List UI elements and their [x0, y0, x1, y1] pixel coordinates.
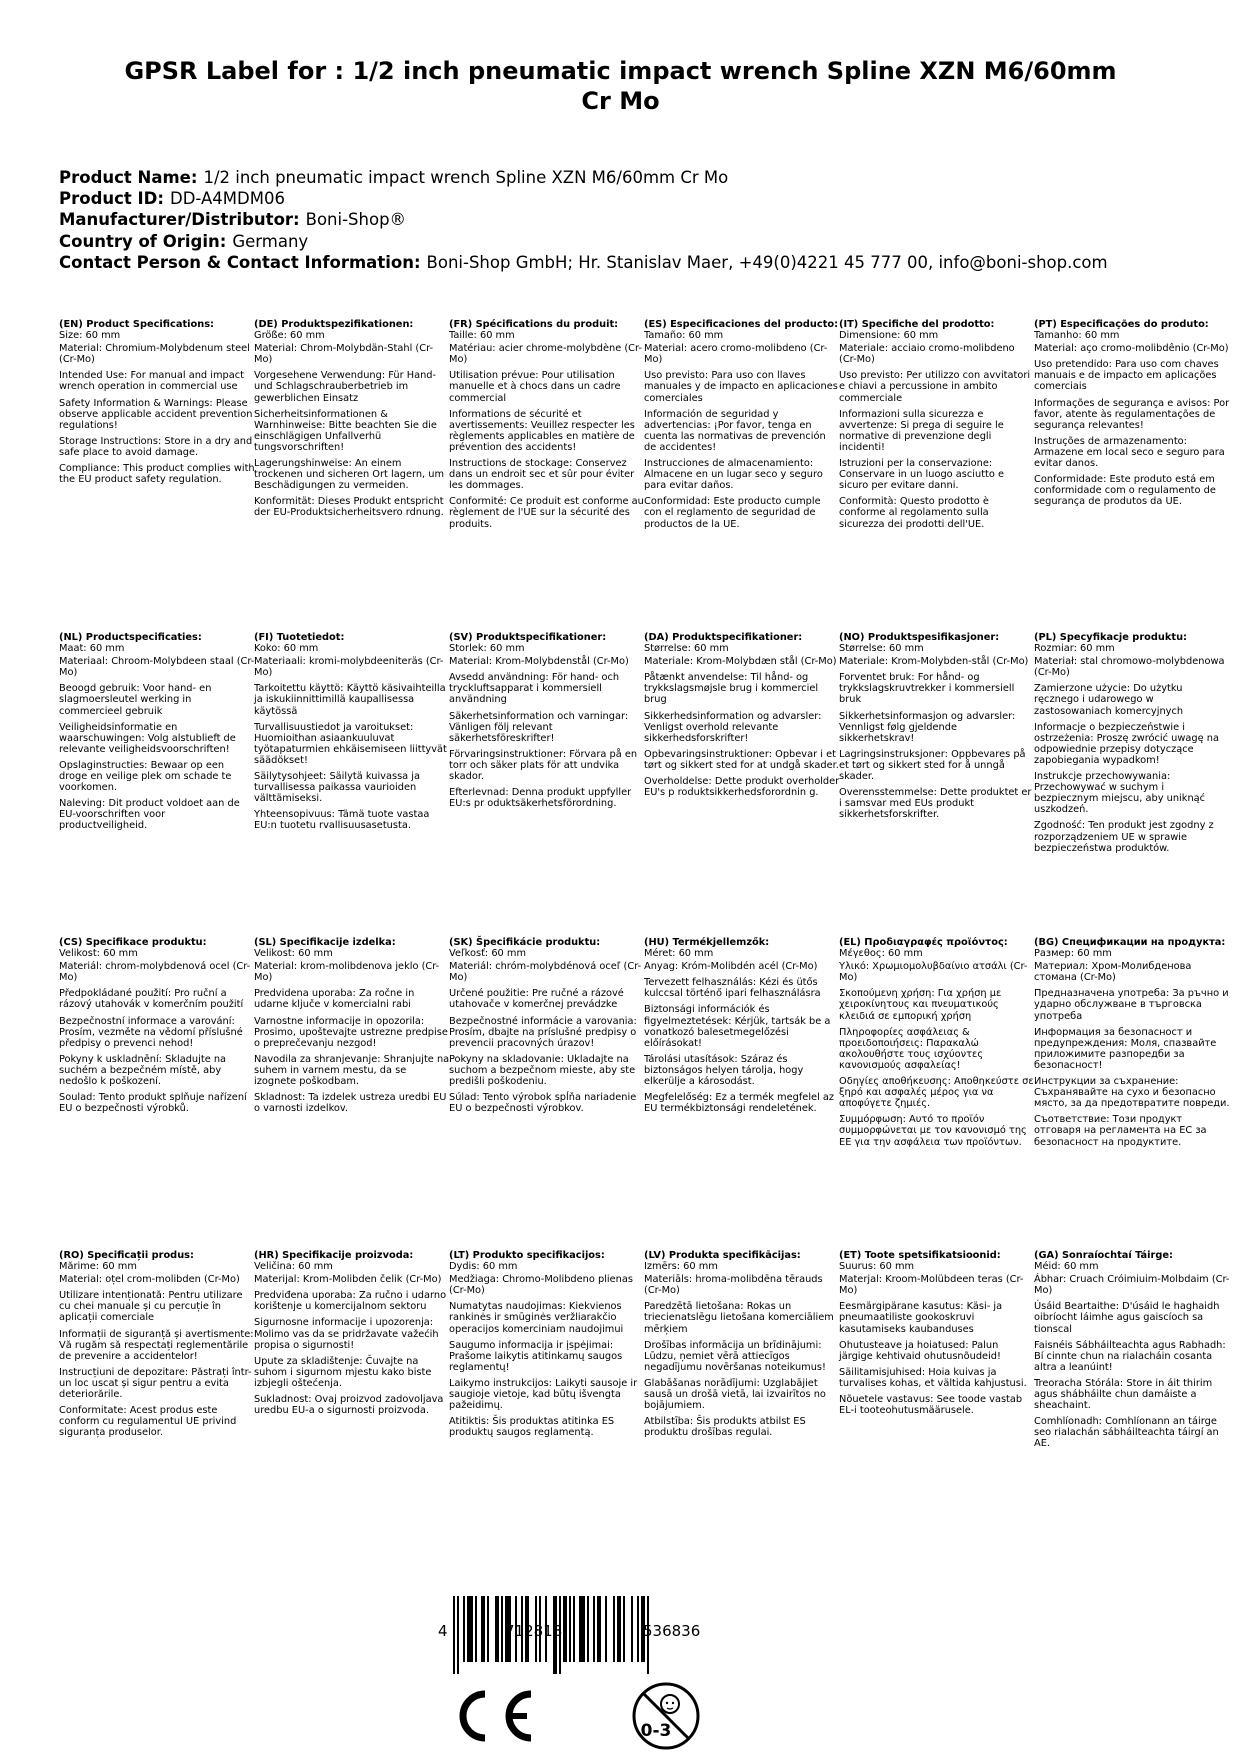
country-row — [59, 231, 1199, 252]
barcode-bar — [463, 1596, 465, 1662]
spec-heading: (HU) Termékjellemzők: — [644, 937, 770, 948]
spec-line: Información de seguridad y advertencias: ¡Por favor, tenga en cuenta las normativas de prevención de accidentes! — [644, 408, 826, 453]
spec-block — [644, 937, 840, 1119]
barcode-bar — [613, 1596, 615, 1662]
spec-line: Zgodność: Ten produkt jest zgodny z rozporządzeniem UE w sprawie bezpieczeństwa produktów. — [1034, 820, 1214, 854]
spec-line: Velikost: 60 mm — [59, 948, 138, 960]
barcode-bar — [597, 1596, 601, 1662]
spec-line: Veiligheidsinformatie en waarschuwingen: Volg alstublieft de relevante veiligheidsvoorschriften! — [59, 721, 236, 755]
spec-line: Πληροφορίες ασφάλειας & προειδοποιήσεις: Παρακαλώ ακολουθήστε τους ισχύοντες κανονισμούς ασφαλείας! — [839, 1026, 984, 1071]
spec-line: Materiāls: hroma-molibdēna tērauds (Cr-Mo) — [644, 1274, 823, 1297]
spec-line: Instrucțiuni de depozitare: Păstrați într-un loc uscat și sigur pentru a evita deteriorările. — [59, 1366, 252, 1401]
spec-line: Intended Use: For manual and impact wrench operation in commercial use — [59, 370, 244, 393]
spec-line: Koko: 60 mm — [254, 643, 319, 655]
spec-line: Sikkerhedsinformation og advarsler: Venligst overhold relevante sikkerhedsforskrifter! — [644, 710, 822, 744]
spec-line: Opslaginstructies: Bewaar op een droge en veilige plek om schade te voorkomen. — [59, 759, 232, 794]
spec-line: Conformitate: Acest produs este conform cu regulamentul UE privind siguranța produselor. — [59, 1405, 237, 1439]
spec-line: Atbilstība: Šis produkts atbilst ES produktu drošības regulai. — [644, 1416, 806, 1439]
barcode-bar — [475, 1596, 477, 1662]
info-label: Manufacturer/Distributor: — [59, 210, 300, 230]
spec-heading: (DA) Produktspecifikationer: — [644, 632, 803, 643]
manufacturer-row — [59, 209, 1199, 230]
spec-block — [1034, 937, 1230, 1153]
barcode-bar — [637, 1596, 639, 1662]
spec-heading: (ET) Toote spetsifikatsioonid: — [839, 1250, 1001, 1261]
barcode-digits-right: 536836 — [643, 1622, 701, 1640]
spec-line: Varnostne informacije in opozorila: Prosimo, upoštevajte ustrezne predpise o preprečevanju nezgod! — [254, 1015, 448, 1049]
info-label: Country of Origin: — [59, 231, 227, 251]
barcode-bar — [593, 1596, 595, 1662]
spec-heading: (BG) Спецификации на продукта: — [1034, 937, 1226, 948]
spec-block — [1034, 632, 1230, 859]
spec-line: Инструкции за съхранение: Съхранявайте на сухо и безопасно място, за да предотвратите повреди. — [1034, 1076, 1230, 1110]
spec-line: Treoracha Stórála: Store in áit thirim agus shábháilte chun damáiste a sheachaint. — [1034, 1377, 1213, 1412]
spec-line: Informations de sécurité et avertissements: Veuillez respecter les règlements applicables en matière de prévention des accidents! — [449, 408, 635, 453]
spec-line: Matériau: acier chrome-molybdène (Cr-Mo) — [449, 343, 642, 366]
spec-block — [644, 1250, 840, 1443]
spec-line: Drošības informācija un brīdinājumi: Lūdzu, ņemiet vērā attiecīgos negadījumu novēršanas noteikumus! — [644, 1339, 826, 1373]
spec-line: Tarkoitettu käyttö: Käyttö käsivaihteilla ja iskukiinnittimillä kaupallisessa käytössä — [254, 683, 446, 717]
spec-line: Laikymo instrukcijos: Laikyti sausoje ir saugioje vietoje, kad būtų išvengta pažeidimų. — [449, 1377, 638, 1412]
barcode-bar — [563, 1596, 567, 1662]
spec-block — [1034, 1250, 1230, 1455]
spec-line: Materjal: Kroom-Molübdeen teras (Cr-Mo) — [839, 1274, 1024, 1297]
spec-line: Suurus: 60 mm — [839, 1261, 915, 1273]
spec-block — [1034, 319, 1230, 512]
spec-line: Informații de siguranță și avertismente: Vă rugăm să respectați reglementările de prevenire a accidentelor! — [59, 1328, 254, 1362]
spec-line: Medžiaga: Chromo-Molibdeno plienas (Cr-Mo) — [449, 1274, 633, 1297]
info-label: Product Name: — [59, 168, 198, 187]
spec-line: Instruções de armazenamento: Armazene em local seco e seguro para evitar danos. — [1034, 435, 1225, 470]
spec-line: Съответствие: Този продукт отговаря на регламента на ЕС за безопасност на продуктите. — [1034, 1114, 1207, 1148]
spec-heading: (EN) Product Specifications: — [59, 319, 214, 330]
spec-heading: (NL) Productspecificaties: — [59, 632, 202, 643]
spec-block — [839, 632, 1035, 825]
spec-line: Instrukcje przechowywania: Przechowywać w suchym i bezpiecznym miejscu, aby uniknąć uszkodzeń. — [1034, 771, 1206, 816]
spec-line: Biztonsági információk és figyelmeztetések: Kérjük, tartsák be a vonatkozó balesetmegelőzési előírásokat! — [644, 1004, 831, 1049]
spec-line: Οδηγίες αποθήκευσης: Αποθηκεύστε σε ξηρό και ασφαλές μέρος για να αποφύγετε ζημιές. — [839, 1076, 1034, 1110]
spec-line: Comhlíonadh: Comhlíonann an táirge seo rialachán sábháilteachta táirgí an AE. — [1034, 1416, 1219, 1450]
spec-line: Uso previsto: Para uso con llaves manuales y de impacto en aplicaciones comerciales — [644, 370, 838, 404]
spec-line: Συμμόρφωση: Αυτό το προϊόν συμμορφώνεται με τον κανονισμό της ΕΕ για την ασφάλεια των προϊόντων. — [839, 1114, 1027, 1148]
spec-line: Anyag: Króm-Molibdén acél (Cr-Mo) — [644, 961, 818, 973]
barcode-bar — [569, 1596, 571, 1662]
spec-line: Turvallisuustiedot ja varoitukset: Huomioithan asiaankuuluvat työtapaturmien ehkäisemiseen liittyvät säädökset! — [254, 721, 447, 766]
spec-heading: (HR) Specifikacije proizvoda: — [254, 1250, 414, 1261]
spec-line: Størrelse: 60 mm — [839, 643, 924, 655]
spec-line: Pokyny k uskladnění: Skladujte na suchém a bezpečném místě, aby nedošlo k poškození. — [59, 1053, 227, 1088]
spec-line: Nõuetele vastavus: See toode vastab EL-i tooteohutusmäärusele. — [839, 1394, 1023, 1417]
spec-heading: (FI) Tuotetiedot: — [254, 632, 345, 643]
spec-line: Úsáid Beartaithe: D'úsáid le haghaidh oibríocht láimhe agus gaiscíoch sa tionscal — [1034, 1301, 1220, 1335]
spec-line: Upute za skladištenje: Čuvajte na suhom i sigurnom mjestu kako biste izbjegli oštećenja. — [254, 1355, 432, 1389]
spec-line: Utilizare intenționată: Pentru utilizare cu chei manuale și cu percuție în aplicații comerciale — [59, 1290, 243, 1324]
spec-line: Förvaringsinstruktioner: Förvara på en torr och säker plats för att undvika skador. — [449, 748, 638, 783]
spec-line: Predviđena uporaba: Za ručno i udarno korištenje u komercijalnom sektoru — [254, 1290, 447, 1313]
spec-line: Material: aço cromo-molibdênio (Cr-Mo) — [1034, 343, 1229, 355]
barcode-bar — [467, 1596, 473, 1662]
barcode-bar — [623, 1596, 625, 1662]
spec-line: Rozmiar: 60 mm — [1034, 643, 1115, 655]
spec-line: Instructions de stockage: Conservez dans un endroit sec et sûr pour éviter les dommages. — [449, 458, 635, 492]
spec-line: Størrelse: 60 mm — [644, 643, 729, 655]
spec-line: Материал: Хром-Молибденова стомана (Cr-Mo) — [1034, 961, 1192, 984]
spec-block — [59, 1250, 255, 1443]
barcode-bar — [573, 1596, 575, 1662]
spec-line: Materiál: chrom-molybdenová ocel (Cr-Mo) — [59, 961, 251, 984]
spec-block — [449, 319, 645, 535]
barcode-bar — [501, 1596, 503, 1662]
spec-line: Предназначена употреба: За ръчно и ударно обслужване в търговска употреба — [1034, 988, 1229, 1022]
spec-block — [59, 632, 255, 837]
spec-line: Navodila za shranjevanje: Shranjujte na suhem in varnem mestu, da se izognete poškodbam. — [254, 1053, 450, 1088]
info-label: Product ID: — [59, 189, 164, 209]
page-title: GPSR Label for : 1/2 inch pneumatic impact wrench Spline XZN M6/60mm Cr Mo — [124, 57, 1117, 115]
spec-line: Storage Instructions: Store in a dry and safe place to avoid damage. — [59, 435, 253, 458]
spec-line: Beoogd gebruik: Voor hand- en slagmoersleutel werking in commercieel gebruik — [59, 683, 212, 717]
spec-line: Predvidena uporaba: Za ročne in udarne ključe v komercialni rabi — [254, 988, 415, 1011]
spec-block — [59, 319, 255, 490]
spec-line: Sukladnost: Ovaj proizvod zadovoljava uredbu EU-a o sigurnosti proizvoda. — [254, 1394, 444, 1417]
spec-line: Compliance: This product complies with the EU product safety regulation. — [59, 463, 255, 486]
spec-line: Bezpečnostné informácie a varovania: Prosím, dbajte na príslušné predpisy o prevencii pracovných úrazov! — [449, 1015, 637, 1049]
spec-line: Pokyny na skladovanie: Ukladajte na suchom a bezpečnom mieste, aby ste predišli poškodeniu. — [449, 1053, 636, 1088]
spec-heading: (LV) Produkta specifikācijas: — [644, 1250, 801, 1261]
spec-line: Material: Krom-Molybdenstål (Cr-Mo) — [449, 656, 629, 668]
info-label: Contact Person & Contact Information: — [59, 252, 421, 272]
spec-line: Påtænkt anvendelse: Til hånd- og trykkslagsmøjsle brug i kommerciel brug — [644, 672, 819, 706]
barcode-bar — [579, 1596, 585, 1662]
info-value: 1/2 inch pneumatic impact wrench Spline XZN M6/60mm Cr Mo — [203, 168, 729, 187]
spec-line: Megfelelőség: Ez a termék megfelel az EU termékbiztonsági rendeletének. — [644, 1092, 835, 1115]
spec-block — [449, 1250, 645, 1443]
barcode-bar — [587, 1596, 589, 1662]
barcode-bar — [453, 1596, 455, 1674]
spec-line: Bezpečnostní informace a varování: Prosím, vezměte na vědomí příslušné předpisy o prevenci nehod! — [59, 1015, 243, 1049]
spec-line: Eesmärgipärane kasutus: Käsi- ja pneumaatiliste gookoskruvi kasutamiseks kaubanduses — [839, 1301, 1003, 1335]
spec-line: Material: Chromium-Molybdenum steel (Cr-Mo) — [59, 343, 250, 366]
spec-line: Overensstemmelse: Dette produktet er i samsvar med EUs produkt sikkerhetsforskrifter. — [839, 787, 1032, 821]
spec-line: Yhteensopivuus: Tämä tuote vastaa EU:n tuotetu rvallisuusasetusta. — [254, 809, 430, 832]
spec-line: Dydis: 60 mm — [449, 1261, 518, 1273]
contact-row — [59, 252, 1199, 273]
barcode-bar — [605, 1596, 607, 1662]
product-info — [59, 167, 1199, 273]
spec-line: Zamierzone użycie: Do użytku ręcznego i udarowego w zastosowaniach komercyjnych — [1034, 683, 1184, 717]
spec-heading: (FR) Spécifications du produit: — [449, 319, 619, 330]
spec-line: Materiál: chróm-molybdénová oceľ (Cr-Mo) — [449, 961, 642, 984]
spec-line: Υλικό: Χρωμιομολυβδαίνιο ατσάλι (Cr-Mo) — [839, 961, 1028, 984]
spec-line: Material: krom-molibdenova jeklo (Cr-Mo) — [254, 961, 440, 984]
spec-line: Paredzētā lietošana: Rokas un triecienatslēgu lietošana komerciāliem mērķiem — [644, 1301, 834, 1335]
spec-line: Größe: 60 mm — [254, 330, 325, 342]
product-id-row — [59, 188, 1199, 209]
spec-line: Numatytas naudojimas: Kiekvienos rankinės ir smūginės veržliarakčio operacijos komerciniam naudojimui — [449, 1301, 624, 1335]
spec-line: Saugumo informacija ir įspėjimai: Prašome laikytis atitinkamų saugos reglamentų! — [449, 1339, 623, 1373]
barcode-bar — [457, 1596, 459, 1674]
spec-line: Sigurnosne informacije i upozorenja: Molimo vas da se pridržavate važećih propisa o sigurnosti! — [254, 1317, 439, 1351]
barcode-digit-first: 4 — [438, 1622, 448, 1640]
spec-line: Předpokládané použití: Pro ruční a rázový utahovák v komerčním použití — [59, 988, 244, 1011]
spec-line: Tamanho: 60 mm — [1034, 330, 1120, 342]
spec-line: Μέγεθος: 60 mm — [839, 948, 923, 960]
spec-heading: (GA) Sonraíochtaí Táirge: — [1034, 1250, 1173, 1261]
spec-block — [449, 937, 645, 1119]
spec-block — [839, 319, 1035, 535]
spec-line: Informazioni sulla sicurezza e avvertenze: Si prega di seguire le normative di prevenzione degli incidenti! — [839, 408, 1004, 453]
spec-line: Konformität: Dieses Produkt entspricht der EU-Produktsicherheitsvero rdnung. — [254, 496, 444, 519]
spec-line: Atitiktis: Šis produktas atitinka ES produktų saugos reglamentą. — [449, 1416, 615, 1439]
spec-line: Efterlevnad: Denna produkt uppfyller EU:s pr oduktsäkerhetsförordning. — [449, 787, 632, 810]
spec-line: Tárolási utasítások: Száraz és biztonságos helyen tárolja, hogy elkerülje a károsodást. — [644, 1053, 804, 1088]
spec-heading: (NO) Produktspesifikasjoner: — [839, 632, 1000, 643]
spec-line: Uso pretendido: Para uso com chaves manuais e de impacto em aplicações comerciais — [1034, 359, 1219, 393]
spec-line: Safety Information & Warnings: Please observe applicable accident prevention regulations! — [59, 397, 253, 431]
spec-heading: (ES) Especificaciones del producto: — [644, 319, 839, 330]
spec-line: Conformidad: Este producto cumple con el reglamento de seguridad de productos de la UE. — [644, 496, 821, 530]
spec-heading: (EL) Προδιαγραφές προϊόντος: — [839, 937, 1008, 948]
spec-line: Size: 60 mm — [59, 330, 121, 342]
spec-line: Veľkosť: 60 mm — [449, 948, 526, 960]
spec-line: Ábhar: Cruach Cróimiuim-Molbdaim (Cr-Mo) — [1034, 1274, 1230, 1297]
spec-line: Sikkerhetsinformasjon og advarsler: Vennligst følg gjeldende sikkerhetskrav! — [839, 710, 1016, 744]
spec-heading: (DE) Produktspezifikationen: — [254, 319, 414, 330]
info-value: DD-A4MDM06 — [169, 189, 285, 209]
spec-line: Ohutusteave ja hoiatused: Palun järgige kehtivaid ohutusnõudeid! — [839, 1339, 1001, 1362]
spec-line: Informações de segurança e avisos: Por favor, atente às regulamentações de segurança relevantes! — [1034, 397, 1230, 431]
spec-line: Conformità: Questo prodotto è conforme al regolamento sulla sicurezza dei prodotti dell'UE. — [839, 496, 989, 530]
spec-line: Istruzioni per la conservazione: Conservare in un luogo asciutto e sicuro per evitare danni. — [839, 458, 1005, 492]
spec-line: Material: oțel crom-molibden (Cr-Mo) — [59, 1274, 240, 1286]
spec-block — [254, 632, 450, 837]
spec-line: Materiaal: Chroom-Molybdeen staal (Cr-Mo) — [59, 656, 255, 679]
spec-line: Materiale: acciaio cromo-molibdeno (Cr-Mo) — [839, 343, 1015, 366]
spec-line: Material: Chrom-Molybdän-Stahl (Cr-Mo) — [254, 343, 434, 366]
spec-line: Skladnost: Ta izdelek ustreza uredbi EU o varnosti izdelkov. — [254, 1092, 447, 1115]
spec-line: Säilytysohjeet: Säilytä kuivassa ja turvallisessa paikassa vaurioiden välttämiseksi. — [254, 771, 421, 805]
barcode-bar — [487, 1596, 489, 1662]
spec-line: Informacje o bezpieczeństwie i ostrzeżenia: Proszę zwrócić uwagę na odpowiednie przepisy dotyczące zapobiegania wypadkom! — [1034, 721, 1219, 766]
spec-line: Súlad: Tento výrobok spĺňa nariadenie EU o bezpečnosti výrobkov. — [449, 1092, 637, 1115]
spec-block — [644, 632, 840, 803]
spec-line: Soulad: Tento produkt splňuje nařízení EU o bezpečnosti výrobků. — [59, 1092, 247, 1115]
spec-block — [839, 937, 1035, 1153]
spec-line: Taille: 60 mm — [449, 330, 515, 342]
spec-line: Utilisation prévue: Pour utilisation manuelle et à chocs dans un cadre commercial — [449, 370, 621, 404]
spec-line: Izmērs: 60 mm — [644, 1261, 718, 1273]
spec-line: Σκοπούμενη χρήση: Για χρήση με χειροκίνητους και πνευματικούς κλειδιά σε εμπορική χρήση — [839, 988, 1002, 1022]
spec-line: Materiał: stal chromowo-molybdenowa (Cr-Mo) — [1034, 656, 1225, 679]
spec-line: Lagerungshinweise: An einem trockenen und sicheren Ort lagern, um Beschädigungen zu vermeiden. — [254, 458, 445, 492]
spec-line: Materiale: Krom-Molybden-stål (Cr-Mo) — [839, 656, 1029, 668]
spec-line: Sicherheitsinformationen & Warnhinweise: Bitte beachten Sie die einschlägigen Unfallverhü tungsvorschriften! — [254, 408, 437, 453]
spec-heading: (CS) Specifikace produktu: — [59, 937, 207, 948]
spec-heading: (PL) Specyfikacje produktu: — [1034, 632, 1187, 643]
spec-line: Storlek: 60 mm — [449, 643, 525, 655]
info-value: Germany — [232, 231, 309, 251]
spec-line: Méret: 60 mm — [644, 948, 714, 960]
spec-line: Material: acero cromo-molibdeno (Cr-Mo) — [644, 343, 828, 366]
spec-block — [644, 319, 840, 535]
spec-line: Tervezett felhasználás: Kézi és ütős kulccsal történő ipari felhasználásra — [644, 977, 821, 1000]
spec-line: Conformidade: Este produto está em conformidade com o regulamento de segurança de produtos da UE. — [1034, 474, 1216, 508]
spec-line: Lagringsinstruksjoner: Oppbevares på et tørt og sikkert sted for å unngå skader. — [839, 748, 1026, 783]
product-name-row — [59, 167, 1199, 188]
spec-block — [449, 632, 645, 814]
spec-heading: (IT) Specifiche del prodotto: — [839, 319, 995, 330]
spec-line: Materiaali: kromi-molybdeeniteräs (Cr-Mo) — [254, 656, 444, 679]
spec-block — [254, 937, 450, 1119]
spec-line: Veličina: 60 mm — [254, 1261, 333, 1273]
spec-line: Materiale: Krom-Molybdæn stål (Cr-Mo) — [644, 656, 837, 668]
spec-line: Materijal: Krom-Molibden čelik (Cr-Mo) — [254, 1274, 442, 1286]
spec-line: Uso previsto: Per utilizzo con avvitatori e chiavi a percussione in ambito commerciale — [839, 370, 1031, 404]
age-range-label: 0-3 — [640, 1721, 672, 1741]
spec-heading: (SV) Produktspecifikationer: — [449, 632, 607, 643]
info-value: Boni-Shop GmbH; Hr. Stanislav Maer, +49(0)4221 45 777 00, info@boni-shop.com — [426, 252, 1108, 272]
spec-block — [254, 319, 450, 524]
spec-line: Maat: 60 mm — [59, 643, 125, 655]
spec-heading: (SL) Specifikacije izdelka: — [254, 937, 396, 948]
spec-line: Dimensione: 60 mm — [839, 330, 939, 342]
spec-line: Vorgesehene Verwendung: Für Hand- und Schlagschrauberbetrieb im gewerblichen Einsatz — [254, 370, 437, 404]
spec-line: Velikost: 60 mm — [254, 948, 333, 960]
barcode-digits-left: 712818 — [505, 1622, 563, 1640]
spec-line: Faisnéis Sábháilteachta agus Rabhadh: Bí cinnte chun na rialacháin cosanta altra a leanúint! — [1034, 1339, 1226, 1373]
spec-block — [59, 937, 255, 1119]
spec-heading: (SK) Špecifikácie produktu: — [449, 937, 601, 948]
spec-line: Информация за безопасност и предупреждения: Моля, спазвайте приложимите разпоредби за безопасност! — [1034, 1026, 1217, 1071]
info-value: Boni-Shop® — [305, 210, 407, 230]
spec-heading: (RO) Specificații produs: — [59, 1250, 194, 1261]
spec-line: Säilitamisjuhised: Hoia kuivas ja turvalises kohas, et vältida kahjustusi. — [839, 1366, 1027, 1389]
age-warning-icon — [630, 1680, 702, 1756]
spec-heading: (LT) Produkto specifikacijos: — [449, 1250, 605, 1261]
spec-line: Размер: 60 mm — [1034, 948, 1112, 960]
spec-line: Säkerhetsinformation och varningar: Vänligen följ relevant säkerhetsföreskrifter! — [449, 710, 629, 744]
spec-block — [839, 1250, 1035, 1421]
spec-line: Avsedd användning: För hand- och tryckluftsapparat i kommersiell användning — [449, 672, 620, 706]
barcode-bar — [617, 1596, 621, 1662]
spec-line: Tamaño: 60 mm — [644, 330, 724, 342]
spec-line: Naleving: Dit product voldoet aan de EU-voorschriften voor productveiligheid. — [59, 798, 240, 832]
spec-line: Forventet bruk: For hånd- og trykkslagskruvtrekker i kommersiell bruk — [839, 672, 1015, 706]
ce-mark-icon — [455, 1688, 535, 1748]
spec-line: Conformité: Ce produit est conforme au règlement de l'UE sur la sécurité des produits. — [449, 496, 644, 530]
barcode-bar — [481, 1596, 485, 1662]
spec-heading: (PT) Especificações do produto: — [1034, 319, 1209, 330]
spec-line: Méid: 60 mm — [1034, 1261, 1099, 1273]
spec-line: Instrucciones de almacenamiento: Almacene en un lugar seco y seguro para evitar daños. — [644, 458, 823, 492]
spec-line: Mărime: 60 mm — [59, 1261, 137, 1273]
barcode-bar — [631, 1596, 633, 1662]
spec-block — [254, 1250, 450, 1421]
barcode-bar — [495, 1596, 499, 1662]
spec-line: Opbevaringsinstruktioner: Opbevar i et tørt og sikkert sted for at undgå skader. — [644, 748, 839, 771]
spec-line: Určené použitie: Pre ručné a rázové utahovače v komerčnej prevádzke — [449, 988, 624, 1011]
spec-line: Overholdelse: Dette produkt overholder EU's p roduktsikkerhedsforordnin g. — [644, 776, 840, 799]
spec-line: Glabāšanas norādījumi: Uzglabājiet sausā un drošā vietā, lai izvairītos no bojājumiem. — [644, 1377, 826, 1412]
